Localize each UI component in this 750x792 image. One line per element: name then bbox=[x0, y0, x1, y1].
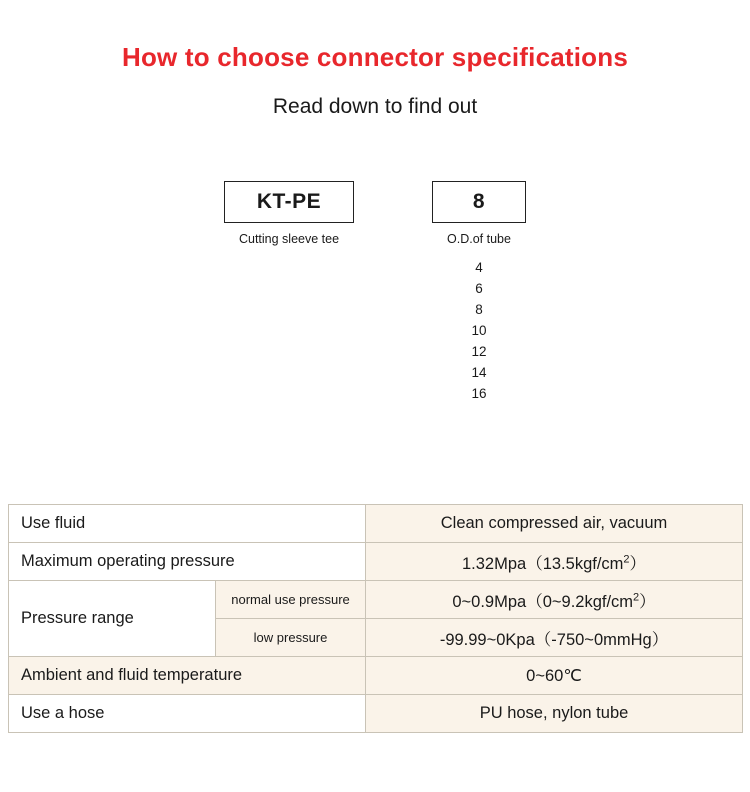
value-superscript: 2 bbox=[623, 553, 630, 565]
list-item: 10 bbox=[471, 323, 487, 338]
spec-value-temperature: 0~60℃ bbox=[366, 657, 743, 695]
spec-sublabel-low-pressure: low pressure bbox=[216, 619, 366, 657]
code-column-series bbox=[224, 181, 354, 246]
spec-value-hose: PU hose, nylon tube bbox=[366, 695, 743, 733]
specification-table bbox=[8, 504, 743, 733]
code-box-tube-size: 8 bbox=[432, 181, 526, 223]
list-item: 14 bbox=[471, 365, 487, 380]
value-paren-open: （13.5kgf/cm bbox=[526, 554, 624, 573]
value-main: 1.32Mpa bbox=[461, 554, 527, 573]
table-row bbox=[9, 657, 743, 695]
page-subtitle: Read down to find out bbox=[272, 95, 478, 118]
spec-label-temperature: Ambient and fluid temperature bbox=[9, 657, 366, 695]
value-paren-close: ） bbox=[639, 592, 656, 611]
code-column-tube-size bbox=[432, 181, 526, 403]
list-item: 8 bbox=[475, 302, 483, 317]
list-item: 4 bbox=[475, 260, 483, 275]
spec-value-low-pressure: -99.99~0Kpa（-750~0mmHg） bbox=[366, 619, 743, 657]
product-spec-page bbox=[0, 42, 750, 792]
spec-label-pressure-range: Pressure range bbox=[9, 581, 216, 657]
spec-sublabel-normal-use-pressure: normal use pressure bbox=[216, 581, 366, 619]
code-caption-series: Cutting sleeve tee bbox=[238, 232, 340, 246]
spec-value-max-pressure bbox=[366, 543, 743, 581]
spec-label-max-pressure: Maximum operating pressure bbox=[9, 543, 366, 581]
spec-value-use-fluid: Clean compressed air, vacuum bbox=[366, 505, 743, 543]
table-row bbox=[9, 695, 743, 733]
code-box-series: KT-PE bbox=[224, 181, 354, 223]
spec-label-use-fluid: Use fluid bbox=[9, 505, 366, 543]
value-superscript: 2 bbox=[633, 591, 640, 603]
page-title: How to choose connector specifications bbox=[121, 42, 629, 72]
list-item: 12 bbox=[471, 344, 487, 359]
value-paren-close: ） bbox=[629, 554, 647, 573]
value-paren-open: （0~9.2kgf/cm bbox=[526, 592, 634, 611]
list-item: 6 bbox=[475, 281, 483, 296]
tube-size-option-list bbox=[471, 259, 486, 403]
list-item: 16 bbox=[471, 386, 487, 401]
table-row bbox=[9, 581, 743, 619]
code-caption-tube-size: O.D.of tube bbox=[447, 232, 511, 246]
table-row bbox=[9, 543, 743, 581]
spec-label-hose: Use a hose bbox=[9, 695, 366, 733]
table-row bbox=[9, 505, 743, 543]
part-number-breakdown bbox=[0, 181, 750, 403]
spec-value-normal-use-pressure bbox=[366, 581, 743, 619]
value-main: 0~0.9Mpa bbox=[452, 592, 527, 611]
